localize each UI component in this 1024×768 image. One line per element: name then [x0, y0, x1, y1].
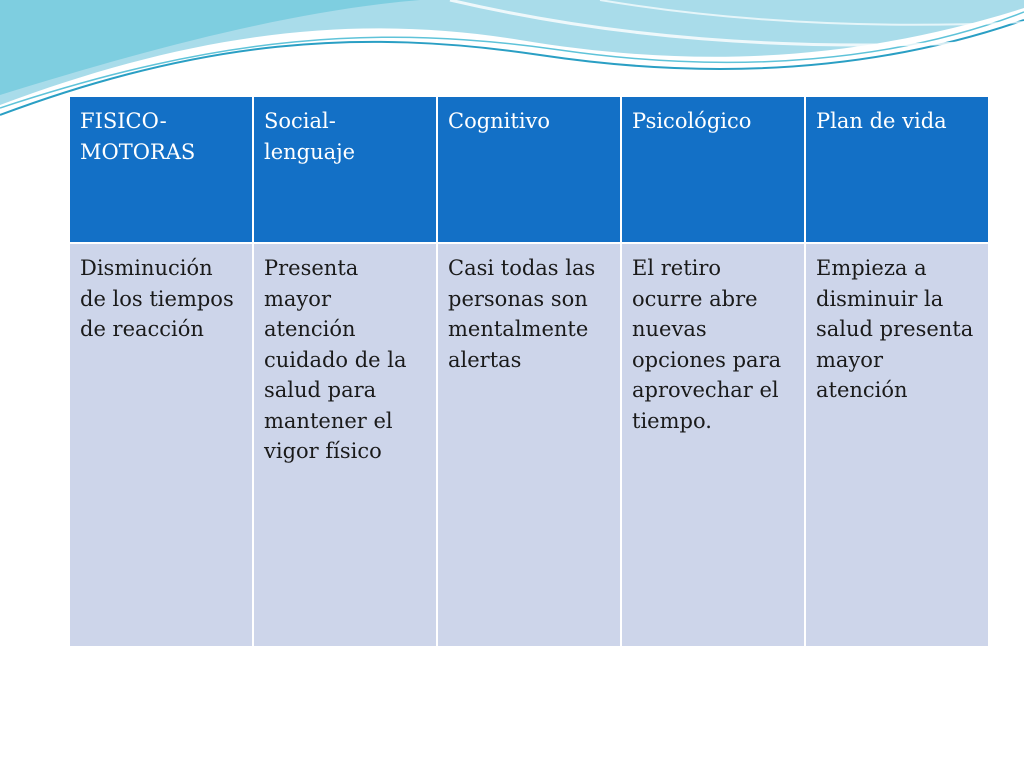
- development-table-container: [68, 95, 990, 648]
- header-cell-text: Plan de vida: [816, 109, 947, 133]
- development-table: [68, 95, 990, 648]
- header-social-lenguaje: [253, 96, 437, 243]
- header-cell-text: Psicológico: [632, 109, 752, 133]
- header-cell-text: Social- lenguaje: [264, 109, 356, 164]
- cell-text: Casi todas las personas son mentalmente alertas: [448, 256, 596, 372]
- header-fisico-motoras: [69, 96, 253, 243]
- cell-text: Presenta mayor atención cuidado de la salud para mantener el vigor físico: [264, 256, 407, 463]
- header-psicologico: [621, 96, 805, 243]
- header-cell-text: Cognitivo: [448, 109, 551, 133]
- header-cognitivo: [437, 96, 621, 243]
- cell-text: Disminución de los tiempos de reacción: [80, 256, 234, 341]
- cell-social-lenguaje: [253, 243, 437, 647]
- table-row: [69, 243, 989, 647]
- cell-fisico-motoras: [69, 243, 253, 647]
- cell-text: El retiro ocurre abre nuevas opciones para aprovechar el tiempo.: [632, 256, 782, 433]
- cell-text: Empieza a disminuir la salud presenta mayor atención: [816, 256, 974, 402]
- header-plan-de-vida: [805, 96, 989, 243]
- cell-psicologico: [621, 243, 805, 647]
- table-header-row: [69, 96, 989, 243]
- header-cell-text: FISICO- MOTORAS: [80, 109, 196, 164]
- cell-cognitivo: [437, 243, 621, 647]
- cell-plan-de-vida: [805, 243, 989, 647]
